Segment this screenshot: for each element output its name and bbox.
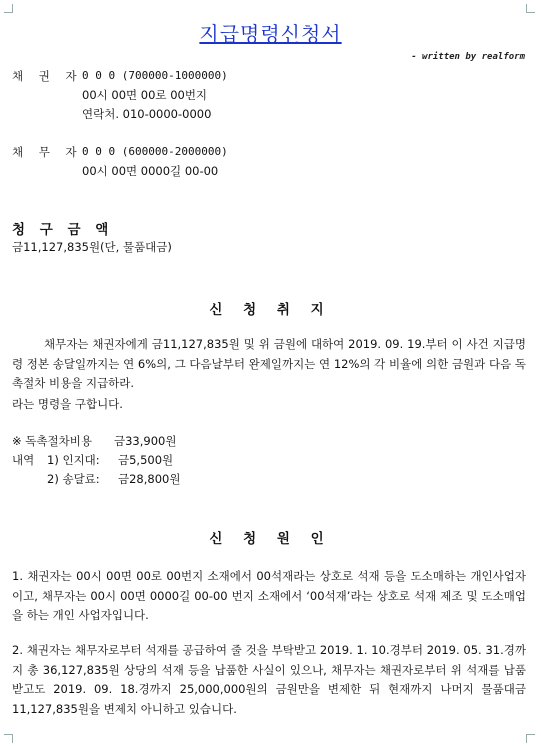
purpose-closing: 라는 명령을 구합니다. [12, 397, 123, 411]
costs-item2-label: 2) 송달료: [47, 472, 100, 486]
creditor-label: 채 권 자 [12, 69, 83, 83]
creditor-address: 00시 00면 00로 00번지 [82, 88, 208, 102]
costs-item1-label: 1) 인지대: [47, 453, 100, 467]
costs-item1-value: 금5,500원 [118, 453, 174, 467]
costs-total-value: 금33,900원 [114, 434, 177, 448]
debtor-name-id: 0 0 0 (600000-2000000) [82, 145, 228, 158]
debtor-label: 채 무 자 [12, 145, 83, 159]
claim-heading: 청 구 금 액 [12, 222, 114, 238]
reasons-paragraph-1: 1. 채권자는 00시 00면 00로 00번지 소재에서 00석재라는 상호로 석재 등을 도소매하는 개인사업자이고, 채무자는 00시 00면 0000길 00-00 번지 소재에서 ‘00석재’라는 상호로 석재 제조 및 도소매업을 하는 개인 사업자입니다. [12, 569, 526, 622]
reasons-paragraph-2: 2. 채권자는 채무자로부터 석재를 공급하여 줄 것을 부탁받고 2019. 1. 10.경부터 2019. 05. 31.경까지 총 36,127,835원 상당의 석재 등을 납품한 사실이 있으나, 채무자는 채권자로부터 위 석재를 납품받고도 2019. 09. 18.경까지 25,000,000원의 금원만을 변제한 뒤 현재까지 나머지 물품대금11,127,835원을 변제치 아니하고 있습니다. [12, 643, 526, 716]
page-corner-mark [4, 4, 13, 13]
costs-total-label: ※ 독촉절차비용 [12, 434, 92, 448]
costs-breakdown-label: 내역 [12, 453, 35, 467]
debtor-address: 00시 00면 0000길 00-00 [82, 164, 219, 178]
page-corner-mark [4, 734, 13, 743]
reasons-heading: 신 청 원 인 [209, 531, 332, 547]
creditor-name-id: 0 0 0 (700000-1000000) [82, 69, 228, 82]
creditor-contact: 연락처. 010-0000-0000 [82, 107, 212, 121]
written-by-note: - written by realform [411, 52, 525, 62]
costs-item2-value: 금28,800원 [118, 472, 181, 486]
claim-amount: 금11,127,835원(단, 물품대금) [12, 240, 172, 254]
document-title: 지급명령신청서 [199, 22, 342, 46]
page-corner-mark [526, 4, 535, 13]
purpose-heading: 신 청 취 지 [209, 302, 332, 318]
purpose-body: 채무자는 채권자에게 금11,127,835원 및 위 금원에 대하여 2019. 09. 19.부터 이 사건 지급명령 정본 송달일까지는 연 6%의, 그 다음날부터 완제일까지는 연 12%의 각 비율에 의한 금원과 다음 독촉절차 비용을 지급하라. [12, 337, 526, 390]
page-corner-mark [526, 734, 535, 743]
